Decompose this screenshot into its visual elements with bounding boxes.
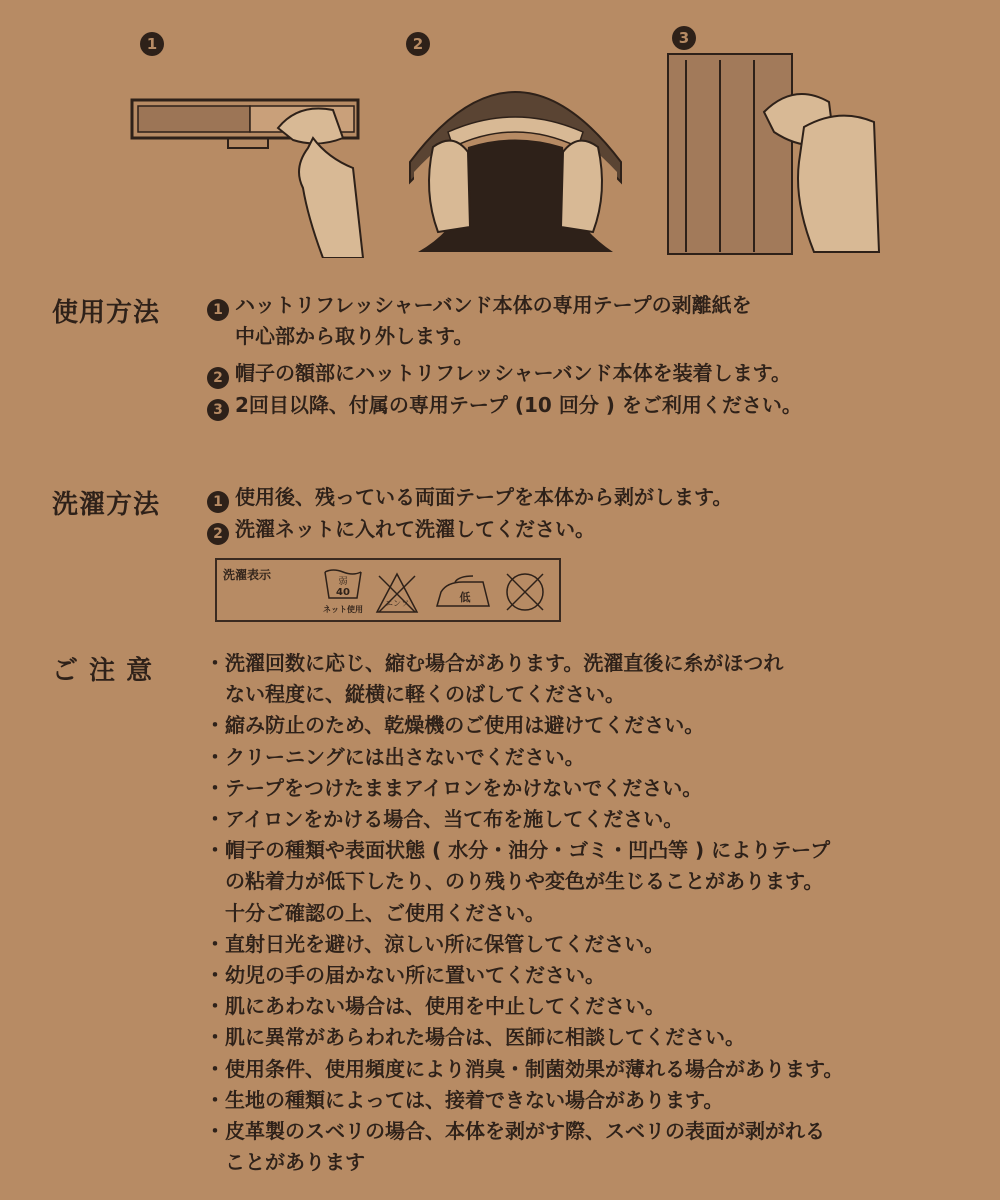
usage-item-1-line-2: 中心部から取り外します。 — [235, 324, 474, 348]
wash-top-text: 弱 — [338, 577, 348, 587]
note-line: ・洗濯回数に応じ、縮む場合があります。洗濯直後に糸がほつれ — [205, 651, 784, 675]
note-line: ・クリーニングには出さないでください。 — [205, 744, 585, 769]
note-line: ・直射日光を避け、涼しい所に保管してください。 — [205, 931, 665, 956]
washing-item-1-line-1: 使用後、残っている両面テープを本体から剥がします。 — [235, 485, 733, 509]
bleach-text: エンソ — [385, 599, 409, 608]
hat-band-illustration-icon — [408, 52, 623, 257]
iron-low-icon — [433, 574, 493, 614]
usage-item-3 — [207, 390, 802, 421]
iron-text: 低 — [459, 591, 471, 604]
note-line: ・肌にあわない場合は、使用を中止してください。 — [205, 994, 665, 1019]
usage-item-1-line-1: ハットリフレッシャーバンド本体の専用テープの剥離紙を — [235, 293, 752, 317]
care-label-box — [215, 558, 561, 622]
care-label-title: 洗濯表示 — [223, 568, 272, 582]
note-line: ・縮み防止のため、乾燥機のご使用は避けてください。 — [205, 713, 705, 738]
washing-item-2 — [207, 514, 595, 545]
step-badge: 1 — [207, 299, 229, 321]
step-badge: 2 — [207, 367, 229, 389]
note-line: ・使用条件、使用頻度により消臭・制菌効果が薄れる場合があります。 — [205, 1056, 844, 1081]
usage-item-2 — [207, 358, 791, 389]
net-use-text: ネット使用 — [323, 605, 363, 614]
note-line: ・生地の種類によっては、接着できない場合があります。 — [205, 1087, 724, 1112]
no-dryclean-icon — [501, 568, 549, 616]
hand-wash-40-icon — [317, 566, 377, 618]
note-line: ・幼児の手の届かない所に置いてください。 — [205, 963, 605, 988]
note-line: ない程度に、縦横に軽くのばしてください。 — [225, 682, 625, 707]
step-3-number: 3 — [672, 26, 696, 50]
note-line: ・肌に異常があらわれた場合は、医師に相談してください。 — [205, 1025, 745, 1050]
notes-list — [205, 648, 965, 1178]
washing-item-1 — [207, 482, 732, 513]
note-line: ことがあります — [225, 1150, 365, 1175]
usage-item-3-line-1: 2回目以降、付属の専用テープ (10 回分 ) をご利用ください。 — [235, 393, 802, 417]
usage-title: 使用方法 — [52, 298, 161, 328]
tape-strip-illustration-icon — [664, 52, 884, 257]
note-line: ・テープをつけたままアイロンをかけないでください。 — [205, 775, 703, 800]
tape-peel-illustration-icon — [128, 78, 373, 258]
washing-item-2-line-1: 洗濯ネットに入れて洗濯してください。 — [235, 517, 595, 541]
step-badge: 1 — [207, 491, 229, 513]
step-1-number: 1 — [140, 32, 164, 56]
washing-title: 洗濯方法 — [52, 490, 161, 520]
step-badge: 2 — [207, 523, 229, 545]
usage-item-2-line-1: 帽子の額部にハットリフレッシャーバンド本体を装着します。 — [235, 361, 791, 385]
note-line: ・アイロンをかける場合、当て布を施してください。 — [205, 807, 684, 832]
step-2-number: 2 — [406, 32, 430, 56]
step-badge: 3 — [207, 399, 229, 421]
note-line: ・帽子の種類や表面状態 ( 水分・油分・ゴミ・凹凸等 ) によりテープ — [205, 838, 831, 863]
no-bleach-icon — [373, 568, 421, 616]
notes-title: ご 注 意 — [52, 656, 154, 686]
usage-item-1 — [207, 290, 752, 351]
wash-temp-text: 40 — [336, 587, 350, 598]
note-line: ・皮革製のスベリの場合、本体を剥がす際、スベリの表面が剥がれる — [205, 1119, 825, 1144]
note-line: 十分ご確認の上、ご使用ください。 — [225, 900, 545, 925]
note-line: の粘着力が低下したり、のり残りや変色が生じることがあります。 — [225, 869, 824, 894]
